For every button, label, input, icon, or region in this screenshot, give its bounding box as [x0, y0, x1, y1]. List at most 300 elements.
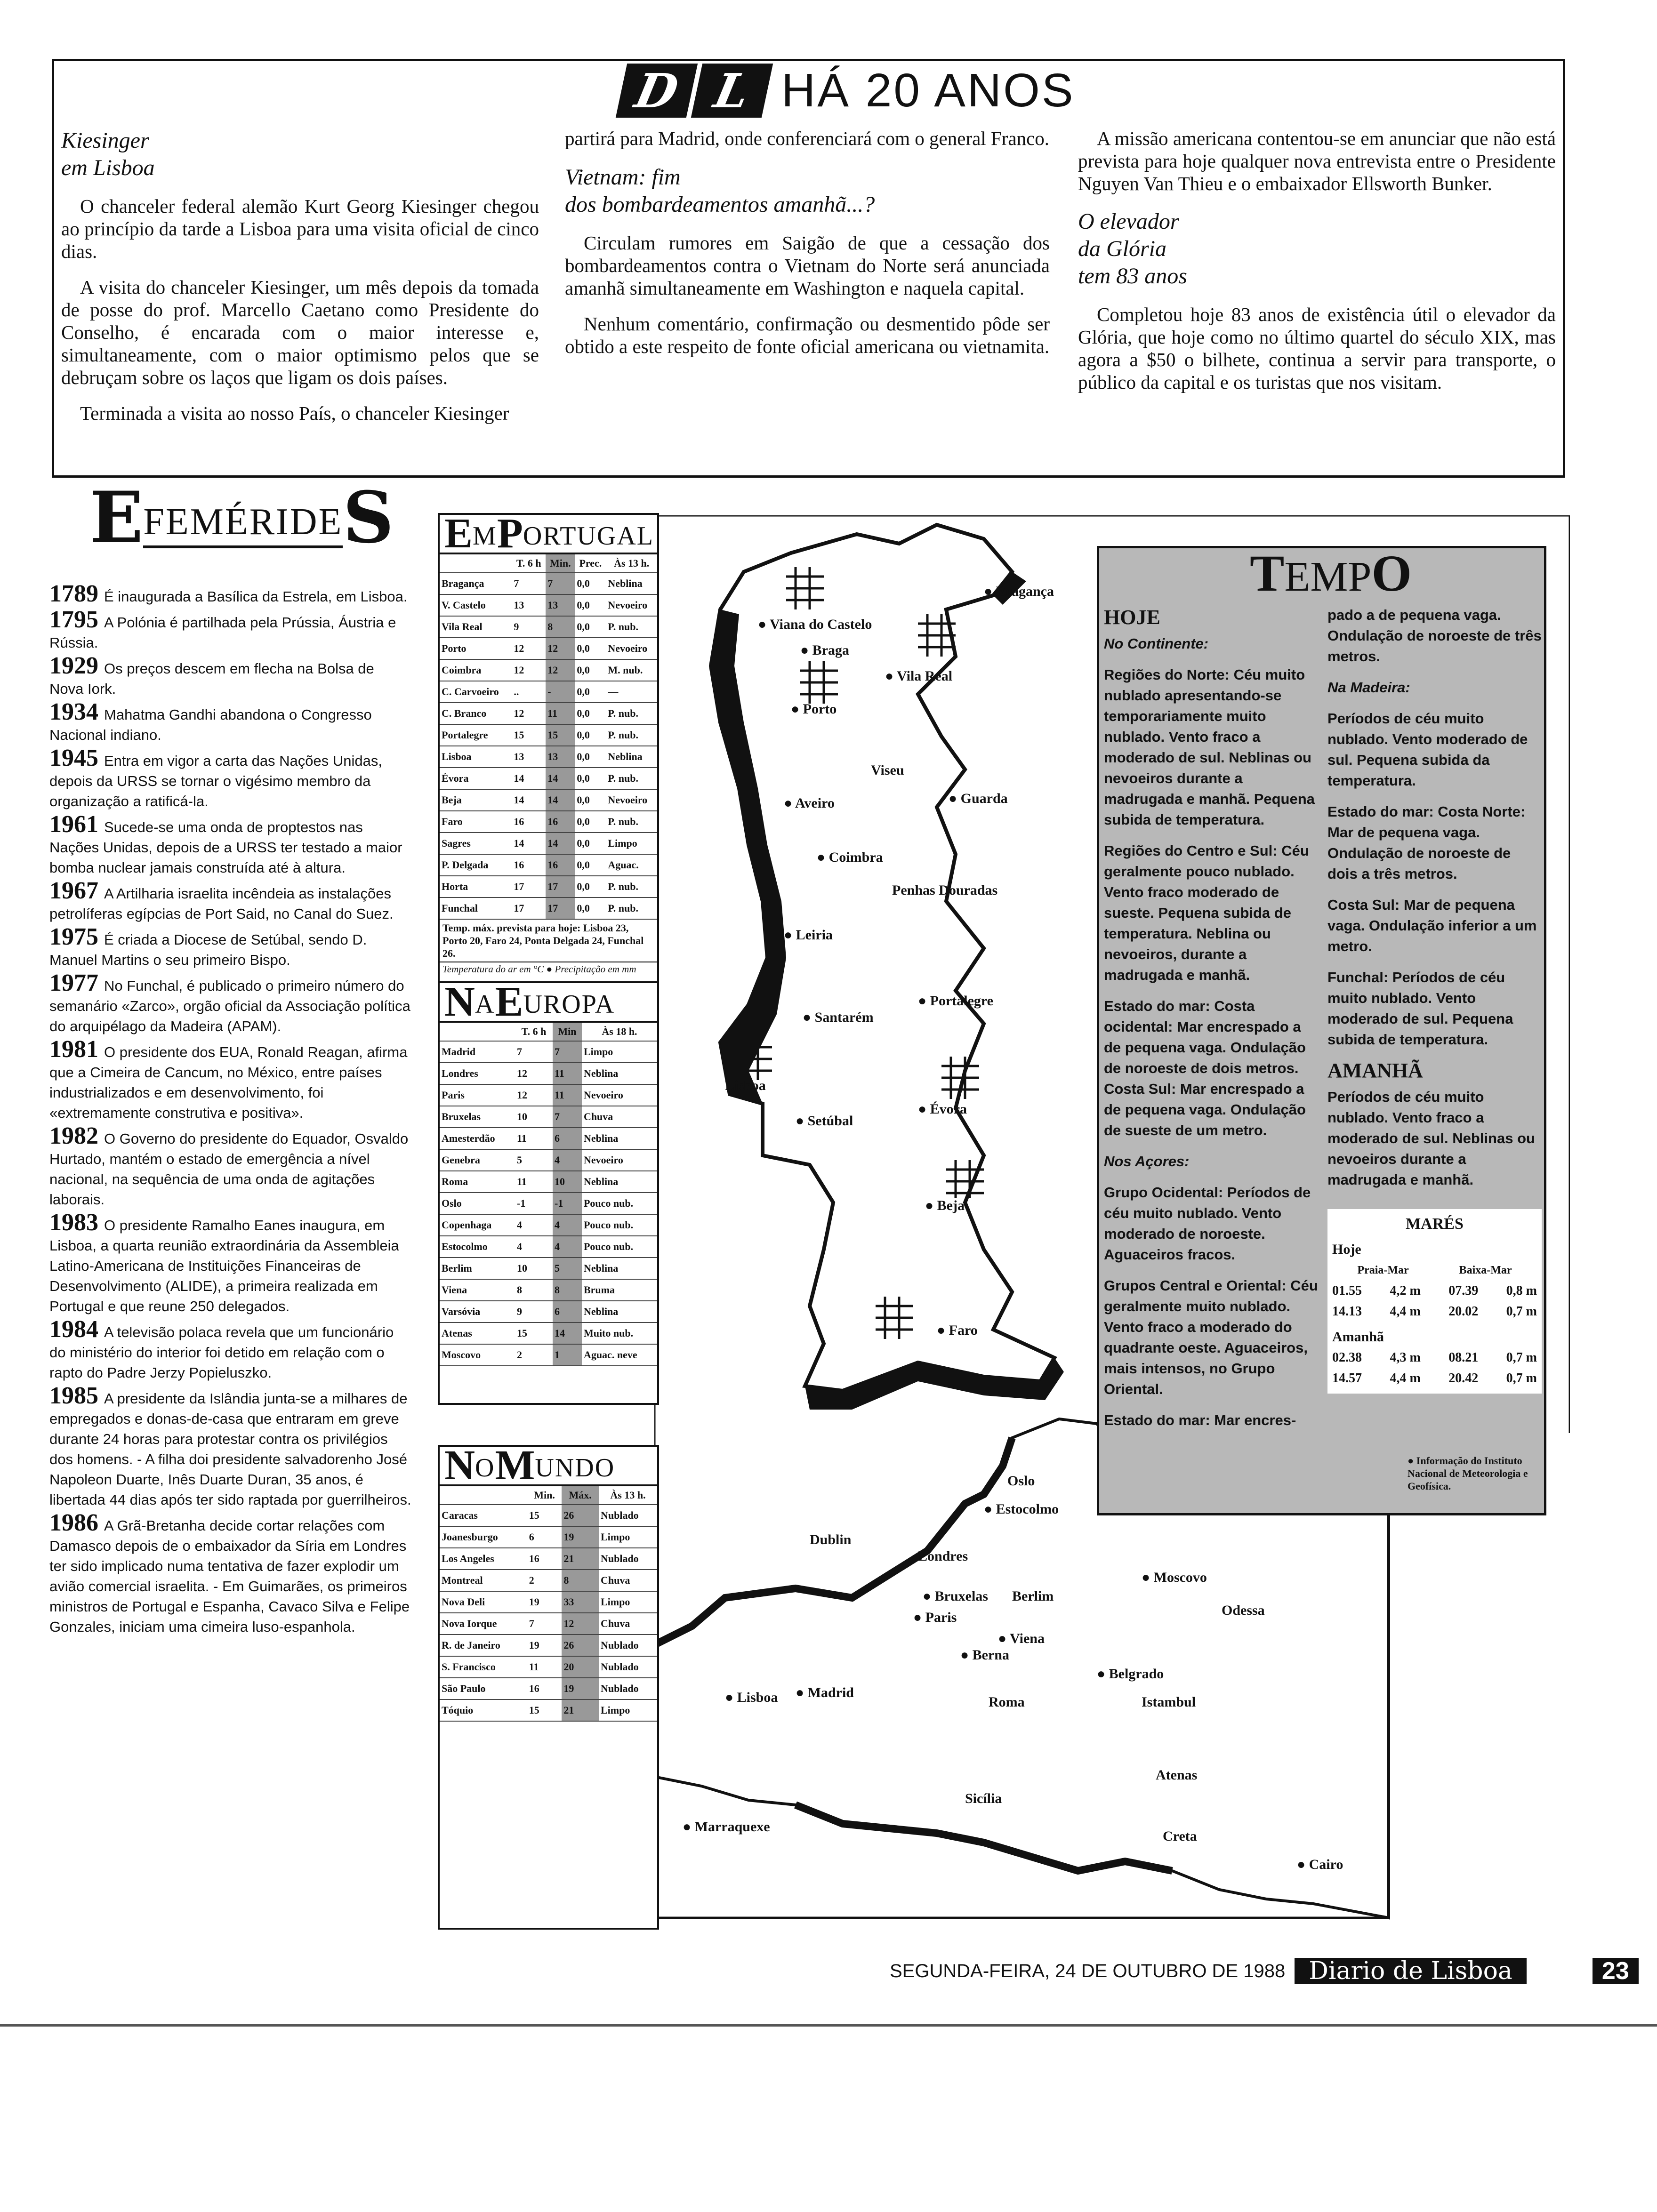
table-cell: 9 [512, 616, 546, 638]
na-europa-table [438, 978, 659, 1405]
table-cell: 0,0 [575, 724, 606, 746]
table-row [440, 1063, 657, 1084]
tempo-paragraph: Períodos de céu muito nublado. Vento moderado de sul. Pequena subida da temperatura. [1327, 710, 1528, 789]
tempo-amanha-heading: AMANHÃ [1327, 1059, 1423, 1082]
table-row [440, 1171, 657, 1193]
table-cell: Caracas [440, 1505, 527, 1526]
table-cell: 21 [562, 1548, 599, 1570]
list-item: 1981 O presidente dos EUA, Ronald Reagan, afirma que a Cimeira de Cancum, no México, entre países industrializados e em desenvolvimento, foi «extremamente construtiva e positiva». [49, 1036, 408, 1121]
table-row [440, 1041, 657, 1063]
table-row [440, 1591, 657, 1613]
map-city-madrid: ● Madrid [796, 1685, 854, 1700]
table-cell: 12 [515, 1063, 553, 1084]
table-cell: 11 [515, 1128, 553, 1149]
table-cell: 17 [512, 876, 546, 898]
table-cell: Los Angeles [440, 1548, 527, 1570]
tempo-paragraph: pado a de pequena vaga. Ondulação de noroeste de três metros. [1327, 607, 1542, 665]
article-headline: Vietnam: fim dos bombardeamentos amanhã...? [565, 165, 875, 217]
table-cell: Pouco nub. [582, 1236, 657, 1258]
table-cell: Nublado [599, 1505, 657, 1526]
table-cell: 11 [553, 1063, 582, 1084]
logo-letter-l: L [691, 64, 773, 118]
table-row [440, 1570, 657, 1591]
table-row [440, 616, 657, 638]
table-cell: 17 [546, 898, 575, 919]
table-cell: 4 [553, 1214, 582, 1236]
table-cell: 12 [512, 638, 546, 659]
table-row [440, 1678, 657, 1699]
ha20-column-1 [61, 127, 539, 438]
map-city-aveiro: ● Aveiro [784, 795, 835, 811]
map-city-londres: Londres [918, 1548, 968, 1564]
table-cell: P. nub. [606, 898, 657, 919]
table-row [440, 1128, 657, 1149]
map-city-creta: Creta [1163, 1828, 1197, 1844]
table-row [440, 703, 657, 724]
table-row [440, 1279, 657, 1301]
table-cell: Bruma [582, 1279, 657, 1301]
map-city-roma: Roma [989, 1694, 1025, 1710]
table-cell: 0,0 [575, 789, 606, 811]
table-cell: Lisboa [440, 746, 512, 768]
map-city-paris: ● Paris [913, 1610, 957, 1625]
table-row [440, 573, 657, 594]
data-table [440, 554, 657, 920]
page-number: 23 [1593, 1958, 1639, 1984]
table-cell: Chuva [599, 1570, 657, 1591]
table-row [440, 1301, 657, 1322]
map-city-sicilia: Sicília [965, 1791, 1002, 1806]
list-item: 1945 Entra em vigor a carta das Nações Unidas, depois da URSS se tornar o vigésimo membro da organização a ratificá-la. [49, 745, 382, 809]
table-cell: 16 [546, 811, 575, 833]
table-cell: Chuva [582, 1106, 657, 1128]
table-cell: 26 [562, 1505, 599, 1526]
table-cell: 16 [527, 1548, 562, 1570]
table-cell: 0,0 [575, 854, 606, 876]
tempo-paragraph: Costa Sul: Mar de pequena vaga. Ondulação inferior a um metro. [1327, 897, 1537, 954]
table-row [440, 854, 657, 876]
table-cell: 8 [546, 616, 575, 638]
list-item: 1985 A presidente da Islândia junta-se a milhares de empregados e donas-de-casa que entraram em greve durante 24 horas para protestar contra os privilégios dos homens. - A filha doi presidente salvadorenho José Napoleon Duarte, Inês Duarte Duran, 35 anos, é libertada 44 dias após ter sido raptada por guerrilheiros. [49, 1382, 411, 1508]
article-paragraph: A missão americana contentou-se em anunciar que não está prevista para hoje qualquer nova entrevista entre o Presidente Nguyen Van Thieu e o embaixador Ellsworth Bunker. [1078, 128, 1556, 194]
table-cell: Estocolmo [440, 1236, 515, 1258]
table-cell: 0,0 [575, 573, 606, 594]
table-cell: Pouco nub. [582, 1193, 657, 1214]
table-row [440, 789, 657, 811]
table-cell: 14 [546, 789, 575, 811]
table-cell: P. nub. [606, 616, 657, 638]
table-cell: 19 [562, 1526, 599, 1548]
table-cell: 8 [515, 1279, 553, 1301]
list-item: 1789 É inaugurada a Basílica da Estrela, em Lisboa. [49, 580, 408, 607]
table-cell: 7 [546, 573, 575, 594]
table-cell: 15 [546, 724, 575, 746]
tempo-box [1097, 546, 1546, 1515]
table-cell: P. nub. [606, 768, 657, 789]
table-cell: 12 [546, 659, 575, 681]
table-cell: 11 [527, 1656, 562, 1678]
efemerides-list [49, 580, 412, 1640]
table-cell: Sagres [440, 833, 512, 854]
map-city-braganca: ● Bragança [984, 584, 1054, 599]
map-city-faro: ● Faro [937, 1322, 978, 1338]
table-cell: 2 [527, 1570, 562, 1591]
tempo-subheading: Na Madeira: [1327, 679, 1410, 696]
table-cell: 14 [546, 768, 575, 789]
table-cell: Chuva [599, 1613, 657, 1635]
table-cell: — [606, 681, 657, 703]
ha20-column-3 [1078, 127, 1556, 407]
table-cell: 12 [562, 1613, 599, 1635]
table-row: 02.38 4,3 m 08.21 0,7 m [1332, 1350, 1537, 1365]
table-cell: 11 [515, 1171, 553, 1193]
table-row [440, 1505, 657, 1526]
table-title: N A E UROPA [440, 983, 657, 1023]
tempo-column-left [1104, 607, 1318, 1441]
map-city-lisboa-eu: ● Lisboa [725, 1690, 778, 1705]
table-cell: Coimbra [440, 659, 512, 681]
table-cell: 7 [527, 1613, 562, 1635]
table-cell: 2 [515, 1344, 553, 1366]
table-cell: 19 [527, 1591, 562, 1613]
table-row [440, 1322, 657, 1344]
map-city-oslo: Oslo [1007, 1473, 1035, 1489]
table-cell: 0,0 [575, 703, 606, 724]
table-cell: 11 [546, 703, 575, 724]
map-city-coimbra: ● Coimbra [817, 850, 883, 865]
table-cell: 20 [562, 1656, 599, 1678]
page-footer [890, 1958, 1639, 1984]
map-city-berna: ● Berna [960, 1647, 1009, 1663]
table-cell: 5 [515, 1149, 553, 1171]
table-cell: Neblina [582, 1063, 657, 1084]
table-cell: Aguac. [606, 854, 657, 876]
em-portugal-table [438, 510, 659, 984]
map-city-vila-real: ● Vila Real [885, 668, 953, 684]
table-cell: Nova Iorque [440, 1613, 527, 1635]
table-row [440, 768, 657, 789]
table-cell: 1 [553, 1344, 582, 1366]
table-cell: 0,0 [575, 898, 606, 919]
table-cell: 6 [553, 1128, 582, 1149]
data-table [440, 1486, 657, 1722]
table-cell: 0,0 [575, 681, 606, 703]
table-cell: Nevoeiro [582, 1084, 657, 1106]
table-row: 01.55 4,2 m 07.39 0,8 m [1332, 1283, 1537, 1298]
table-cell: Joanesburgo [440, 1526, 527, 1548]
table-cell: P. Delgada [440, 854, 512, 876]
table-cell: Limpo [582, 1041, 657, 1063]
map-city-evora: ● Évora [918, 1101, 967, 1117]
table-header-row: T. 6 h Min Às 18 h. [440, 1023, 657, 1041]
ha20-header [621, 61, 1075, 120]
table-row [440, 876, 657, 898]
article-paragraph: A visita do chanceler Kiesinger, um mês depois da tomada de posse do prof. Marcello Caetano como Presidente do Conselho, é encarada com o maior interesse e, simultaneamente, com o maior optimismo pelos que se debruçam sobre os laços que ligam os dois países. [61, 276, 539, 388]
table-cell: 0,0 [575, 638, 606, 659]
map-city-porto: ● Porto [791, 701, 837, 717]
table-row [440, 1236, 657, 1258]
ha20-column-2 [565, 127, 1050, 371]
table-row [440, 1635, 657, 1656]
table-cell: 0,0 [575, 876, 606, 898]
table-row [440, 898, 657, 919]
table-row: 14.13 4,4 m 20.02 0,7 m [1332, 1304, 1537, 1319]
table-row [440, 1613, 657, 1635]
table-title: N O M UNDO [440, 1447, 657, 1486]
list-item: 1967 A Artilharia israelita incêndeia as instalações petrolíferas egípcias de Port Said, no Canal do Suez. [49, 877, 394, 922]
table-cell: Évora [440, 768, 512, 789]
table-cell: 15 [527, 1505, 562, 1526]
tempo-column-right [1327, 605, 1542, 1394]
table-row [440, 746, 657, 768]
page-edge-rule [0, 2024, 1657, 2027]
data-table [440, 1023, 657, 1366]
table-cell: Nevoeiro [606, 638, 657, 659]
table-row [440, 811, 657, 833]
table-row [440, 1699, 657, 1721]
table-cell: Nevoeiro [606, 594, 657, 616]
table-cell: 8 [562, 1570, 599, 1591]
efemerides-title: E FEMÉRIDE S [89, 476, 394, 559]
table-cell: P. nub. [606, 724, 657, 746]
portugal-outline [711, 525, 1054, 1391]
table-cell: Neblina [582, 1258, 657, 1279]
article-paragraph: Terminada a visita ao nosso País, o chanceler Kiesinger [80, 402, 509, 424]
tempo-paragraph: Grupo Ocidental: Períodos de céu muito nublado. Vento moderado de noroeste. Aguaceiros fracos. [1104, 1184, 1311, 1263]
list-item: 1929 Os preços descem em flecha na Bolsa de Nova Iork. [49, 652, 374, 697]
table-row [440, 594, 657, 616]
table-cell: 12 [512, 659, 546, 681]
table-row [440, 1084, 657, 1106]
table-cell: Portalegre [440, 724, 512, 746]
table-cell: S. Francisco [440, 1656, 527, 1678]
list-item: 1975 É criada a Diocese de Setúbal, sendo D. Manuel Martins o seu primeiro Bispo. [49, 923, 367, 968]
table-cell: 12 [515, 1084, 553, 1106]
article-paragraph: Nenhum comentário, confirmação ou desmentido pôde ser obtido a este respeito de fonte oficial americana ou vietnamita. [565, 313, 1050, 357]
map-city-atenas: Atenas [1156, 1767, 1198, 1783]
map-city-bruxelas: ● Bruxelas [923, 1588, 988, 1604]
list-item: 1934 Mahatma Gandhi abandona o Congresso Nacional indiano. [49, 698, 372, 743]
tempo-paragraph: Regiões do Centro e Sul: Céu geralmente pouco nublado. Vento fraco moderado de sueste. Pequena subida de temperatura. Neblina ou nevoeiros, durante a madrugada e manhã. [1104, 842, 1309, 983]
table-cell: Madrid [440, 1041, 515, 1063]
table-cell: Montreal [440, 1570, 527, 1591]
table-cell: Porto [440, 638, 512, 659]
table-cell: 14 [512, 768, 546, 789]
list-item: 1961 Sucede-se uma onda de proptestos nas Nações Unidas, depois de a URSS ter testado a maior bomba nuclear jamais construída até à altura. [49, 811, 402, 876]
table-cell: 7 [553, 1041, 582, 1063]
table-row [440, 1258, 657, 1279]
table-cell: -1 [553, 1193, 582, 1214]
table-cell: 7 [512, 573, 546, 594]
table-cell: Neblina [582, 1171, 657, 1193]
table-footnote: Temp. máx. prevista para hoje: Lisboa 23, Porto 20, Faro 24, Ponta Delgada 24, Funchal 26. [442, 922, 644, 959]
table-cell: Neblina [582, 1128, 657, 1149]
table-cell: 6 [527, 1526, 562, 1548]
table-row [440, 681, 657, 703]
table-cell: Limpo [606, 833, 657, 854]
table-cell: Limpo [599, 1699, 657, 1721]
table-row [440, 1526, 657, 1548]
table-cell: Limpo [599, 1526, 657, 1548]
map-city-belgrado: ● Belgrado [1097, 1666, 1164, 1682]
map-city-lisboa: Lisboa [725, 1078, 766, 1093]
table-cell: 14 [553, 1322, 582, 1344]
table-cell: 15 [512, 724, 546, 746]
table-cell: 14 [512, 833, 546, 854]
table-cell: 19 [527, 1635, 562, 1656]
table-cell: Horta [440, 876, 512, 898]
table-row [440, 1193, 657, 1214]
table-cell: 6 [553, 1301, 582, 1322]
tempo-subheading: Nos Açores: [1104, 1153, 1190, 1170]
table-cell: Nevoeiro [582, 1149, 657, 1171]
table-cell: Nublado [599, 1678, 657, 1699]
table-cell: 13 [512, 594, 546, 616]
tempo-hoje-heading: HOJE [1104, 606, 1160, 629]
table-cell: Nova Deli [440, 1591, 527, 1613]
table-cell: Neblina [606, 573, 657, 594]
map-city-braga: ● Braga [800, 642, 849, 658]
table-cell: Paris [440, 1084, 515, 1106]
info-credit: ● Informação do Instituto Nacional de Meteorologia e Geofísica. [1408, 1455, 1528, 1492]
table-cell: Faro [440, 811, 512, 833]
table-row [440, 1656, 657, 1678]
table-cell: 10 [515, 1106, 553, 1128]
table-cell: C. Branco [440, 703, 512, 724]
table-cell: 4 [553, 1236, 582, 1258]
table-cell: .. [512, 681, 546, 703]
table-cell: São Paulo [440, 1678, 527, 1699]
map-city-berlim: Berlim [1012, 1588, 1054, 1604]
logo-letter-d: D [616, 64, 698, 118]
table-cell: Funchal [440, 898, 512, 919]
map-city-dublin: Dublin [810, 1532, 852, 1547]
table-cell: 4 [515, 1214, 553, 1236]
table-row [440, 659, 657, 681]
table-cell: V. Castelo [440, 594, 512, 616]
table-row [440, 724, 657, 746]
table-cell: 13 [546, 594, 575, 616]
map-city-portalegre: ● Portalegre [918, 993, 993, 1009]
table-cell: Nevoeiro [606, 789, 657, 811]
table-cell: Amesterdão [440, 1128, 515, 1149]
table-cell: 12 [512, 703, 546, 724]
table-cell: 5 [553, 1258, 582, 1279]
mares-table: MARÉS Hoje Praia-Mar Baixa-Mar 01.55 4,2 m 07.39 0,8 m 14.13 4,4 m 20.02 0,7 m Amanhã 02.38 4,3 m 08.21 0,7 m 14.57 4,4 m 20.42 0,7 m [1327, 1209, 1542, 1394]
table-cell: Nublado [599, 1548, 657, 1570]
table-cell: Muito nub. [582, 1322, 657, 1344]
map-city-viseu: Viseu [871, 762, 904, 778]
map-city-odessa: Odessa [1222, 1603, 1265, 1618]
tempo-paragraph: Funchal: Períodos de céu muito nublado. Vento moderado de sul. Pequena subida de temperatura. [1327, 969, 1513, 1048]
table-cell: P. nub. [606, 811, 657, 833]
map-city-penhas-douradas: Penhas Douradas [892, 882, 998, 898]
table-cell: 0,0 [575, 659, 606, 681]
tempo-title: TEMPO [1250, 545, 1412, 602]
footer-date: SEGUNDA-FEIRA, 24 DE OUTUBRO DE 1988 [890, 1960, 1286, 1981]
table-cell: 16 [527, 1678, 562, 1699]
table-cell: Tóquio [440, 1699, 527, 1721]
article-paragraph: O chanceler federal alemão Kurt Georg Kiesinger chegou ao princípio da tarde a Lisboa para uma visita oficial de cinco dias. [61, 195, 539, 262]
table-cell: 12 [546, 638, 575, 659]
table-cell: 14 [512, 789, 546, 811]
tempo-paragraph: Estado do mar: Costa ocidental: Mar encrespado a de pequena vaga. Ondulação de noroeste de dois metros. Costa Sul: Mar encrespado a de pequena vaga. Ondulação de sueste de um metro. [1104, 998, 1306, 1138]
list-item: 1983 O presidente Ramalho Eanes inaugura, em Lisboa, a quarta reunião extraordinária da Assembleia Latino-Americana de Instituições Financeiras de Desenvolvimento (ALIDE), a primeira realizada em Portugal e que reune 250 delegados. [49, 1209, 399, 1314]
table-cell: 13 [546, 746, 575, 768]
table-cell: 9 [515, 1301, 553, 1322]
table-cell: 4 [515, 1236, 553, 1258]
table-cell: 16 [512, 811, 546, 833]
table-cell: - [546, 681, 575, 703]
map-city-istambul: Istambul [1142, 1694, 1196, 1710]
table-cell: Neblina [606, 746, 657, 768]
map-city-beja: ● Beja [925, 1198, 965, 1213]
table-cell: 0,0 [575, 768, 606, 789]
table-row [440, 1149, 657, 1171]
table-cell: Neblina [582, 1301, 657, 1322]
table-cell: Limpo [599, 1591, 657, 1613]
map-city-moscovo: ● Moscovo [1142, 1570, 1207, 1585]
table-cell: 16 [512, 854, 546, 876]
tempo-paragraph: Regiões do Norte: Céu muito nublado apresentando-se temporariamente muito nublado. Vento fraco a moderado de sul. Neblinas ou nevoeiros durante a madrugada e manhã. Pequena subida de temperatura. [1104, 666, 1315, 828]
table-cell: 15 [515, 1322, 553, 1344]
table-cell: 0,0 [575, 616, 606, 638]
table-cell: 17 [512, 898, 546, 919]
table-row [440, 1106, 657, 1128]
table-cell: P. nub. [606, 703, 657, 724]
table-header-row: Min. Máx. Às 13 h. [440, 1486, 657, 1505]
table-cell: 10 [553, 1171, 582, 1193]
section-title: HÁ 20 ANOS [781, 64, 1075, 117]
map-city-setubal: ● Setúbal [796, 1113, 853, 1129]
table-cell: 7 [515, 1041, 553, 1063]
table-row: 14.57 4,4 m 20.42 0,7 m [1332, 1371, 1537, 1386]
table-cell: Moscovo [440, 1344, 515, 1366]
tempo-paragraph: Grupos Central e Oriental: Céu geralmente muito nublado. Vento fraco a moderado do quadrante oeste. Aguaceiros, mais intensos, no Grupo Oriental. [1104, 1277, 1318, 1397]
article-paragraph: partirá para Madrid, onde conferenciará com o general Franco. [565, 128, 1050, 149]
table-cell: Aguac. neve [582, 1344, 657, 1366]
table-cell: 21 [562, 1699, 599, 1721]
table-cell: 8 [553, 1279, 582, 1301]
table-cell: 7 [553, 1106, 582, 1128]
table-cell: Pouco nub. [582, 1214, 657, 1236]
map-city-viana: ● Viana do Castelo [758, 617, 872, 632]
list-item: 1986 A Grã-Bretanha decide cortar relações com Damasco depois de o embaixador da Síria em Londres ter sido implicado numa tentativa de fazer explodir um avião comercial israelita. - Em Guimarães, os primeiros ministros de Portugal e Espanha, Cavaco Silva e Felipe Gonzales, iniciam uma cimeira luso-espanhola. [49, 1509, 410, 1635]
table-cell: Atenas [440, 1322, 515, 1344]
table-cell: 10 [515, 1258, 553, 1279]
table-cell: C. Carvoeiro [440, 681, 512, 703]
map-city-marraquexe: ● Marraquexe [683, 1819, 770, 1835]
table-cell: 0,0 [575, 746, 606, 768]
list-item: 1795 A Polónia é partilhada pela Prússia, Áustria e Rússia. [49, 606, 396, 651]
table-cell: 26 [562, 1635, 599, 1656]
table-header-row: T. 6 h Min. Prec. Às 13 h. [440, 554, 657, 573]
table-cell: 19 [562, 1678, 599, 1699]
map-city-cairo: ● Cairo [1297, 1857, 1343, 1872]
table-cell: Nublado [599, 1635, 657, 1656]
map-city-estocolmo: ● Estocolmo [984, 1501, 1059, 1517]
map-city-santarem: ● Santarém [803, 1010, 874, 1025]
article-paragraph: Circulam rumores em Saigão de que a cessação dos bombardeamentos contra o Vietnam do Norte será anunciada amanhã simultaneamente em Washington e naquela capital. [565, 232, 1050, 299]
table-cell: 14 [546, 833, 575, 854]
no-mundo-table [438, 1442, 659, 1930]
table-row [440, 1214, 657, 1236]
table-cell: -1 [515, 1193, 553, 1214]
table-row [440, 1344, 657, 1366]
tempo-paragraph: Estado do mar: Costa Norte: Mar de pequena vaga. Ondulação de noroeste de dois a três metros. [1327, 803, 1526, 882]
table-cell: 13 [512, 746, 546, 768]
table-cell: Copenhaga [440, 1214, 515, 1236]
